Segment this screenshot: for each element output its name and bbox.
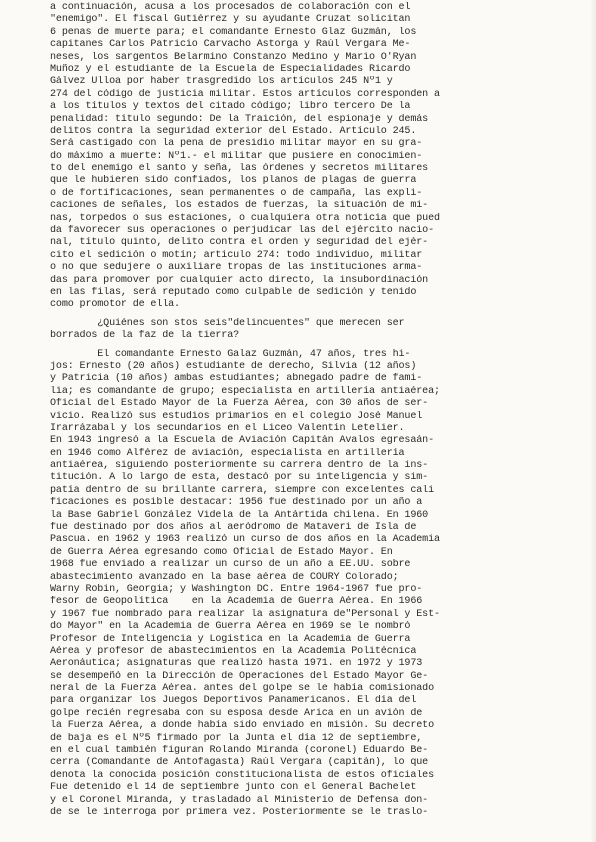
text-line: nal, título quinto, delito contra el orden y seguridad del ejér-	[50, 237, 429, 249]
text-line: El comandante Ernesto Galaz Guzmán, 47 años, tres hi-	[50, 348, 411, 360]
text-line: la Base Gabriel González Videla de la Antártida chilena. En 1960	[50, 509, 429, 521]
text-line: borrados de la faz de la tierra?	[50, 330, 240, 342]
text-line: En 1943 ingresó a la Escuela de Aviación Capitán Avalos egresaán-	[50, 435, 434, 447]
text-line: das para promover por cualquier acto directo, la insubordinación	[50, 274, 429, 286]
text-line: Muñoz y el estudiante de la Escuela de Especialidades Ricardo	[50, 63, 411, 75]
text-line: a continuación, acusa a los procesados de colaboración con el	[50, 2, 411, 13]
text-line: o no que sedujere o auxiliare tropas de las instituciones arma-	[50, 262, 423, 274]
text-line: da favorecer sus operaciones o perjudicar las del ejército nacio-	[50, 225, 434, 237]
text-line: cito el sedición o motín; artículo 274: todo individuo, militar	[50, 249, 423, 261]
text-line: golpe recién regresaba con su esposa desde Arica en un avión de	[50, 707, 423, 719]
text-line: en 1946 como Alférez de aviación, especialista en artillería	[50, 447, 405, 459]
text-line: capitanes Carlos Patricio Carvacho Astorga y Raúl Vergara Me-	[50, 39, 411, 51]
text-line: de Guerra Aérea egresando como Oficial de Estado Mayor. En	[50, 546, 393, 558]
text-line: y el Coronel Miranda, y trasladado al Ministerio de Defensa don-	[50, 794, 429, 806]
text-line: Gálvez Ulloa por haber trasgredido los artículos 245 Nº1 y	[50, 76, 393, 88]
text-line: titución. A lo largo de esta, destacó por su inteligencia y sim-	[50, 472, 429, 484]
text-line: en el cual también figuran Rolando Miranda (coronel) Eduardo Be-	[50, 745, 429, 757]
text-line: de se le interroga por primera vez. Posteriormente se le traslo-	[50, 807, 429, 818]
text-line: penalidad: título segundo: De la Traición, del espionaje y demás	[50, 113, 429, 125]
paragraph-question	[50, 318, 590, 343]
text-line: ¿Quiénes son stos seis"delincuentes" que merecen ser	[50, 317, 405, 329]
text-line: Aeronáutica; asignaturas que realizó hasta 1971. en 1972 y 1973	[50, 658, 423, 670]
text-line: nas, torpedos o sus estaciones, o cualquiera otra noticia que pued	[50, 212, 440, 224]
text-line: 274 del código de justicia militar. Estos artículos corresponden a	[50, 88, 440, 100]
text-line: y Patricia (10 años) ambas estudiantes; abnegado padre de fami-	[50, 373, 423, 385]
text-line: abastecimiento avanzado en la base aérea de COURY Colorado;	[50, 571, 399, 583]
text-line: caciones de señales, los estados de fuerzas, la situación de mi-	[50, 200, 429, 212]
text-line: jos: Ernesto (20 años) estudiante de derecho, Silvia (12 años)	[50, 360, 417, 372]
text-line: en las filas, será reputado como culpable de sedición y tenido	[50, 286, 417, 298]
text-line: Aérea y profesor de abastecimientos en la Academia Politécnica	[50, 645, 417, 657]
text-line: Warny Robin, Georgia; y Washington DC. Entre 1964-1967 fue pro-	[50, 583, 423, 595]
text-line: antiaérea, siguiendo posteriormente su carrera dentro de la ins-	[50, 460, 429, 472]
typewritten-text	[50, 2, 590, 819]
text-line: fesor de Geopolítica en la Academia de Guerra Aérea. En 1966	[50, 596, 423, 608]
page-edge-shadow	[590, 0, 596, 842]
text-line: Oficial del Estado Mayor de la Fuerza Aérea, con 30 años de ser-	[50, 398, 429, 410]
text-line: a los títulos y textos del citado código; libro tercero De la	[50, 101, 411, 113]
text-line: to del enemigo el santo y seña, las órdenes y secretos militares	[50, 163, 429, 175]
text-line: neral de la Fuerza Aérea. antes del golpe se le había comisionado	[50, 683, 434, 695]
text-line: do máximo a muerte: Nº1.- el militar que pusiere en conocimien-	[50, 150, 423, 162]
text-line: vicio. Realizó sus estudios primarios en el colegio José Manuel	[50, 410, 423, 422]
paragraph-galaz-biography	[50, 349, 590, 820]
text-line: ficaciones es posible destacar: 1956 fue destinado por un año a	[50, 497, 423, 509]
text-line: denota la conocida posición constitucionalista de estos oficiales	[50, 769, 434, 781]
text-line: se desempeñó en la Dirección de Operaciones del Estado Mayor Ge-	[50, 670, 429, 682]
text-line: y 1967 fue nombrado para realizar la asignatura de"Personal y Est-	[50, 608, 440, 620]
text-line: Fue detenido el 14 de septiembre junto con el General Bachelet	[50, 782, 417, 794]
text-line: de baja es el Nº5 firmado por la Junta el día 12 de septiembre,	[50, 732, 423, 744]
paragraph-charges	[50, 2, 590, 312]
text-line: que le hubieren sido confiados, los planos de plagas de guerra	[50, 175, 417, 187]
text-line: cerra (Comandante de Antofagasta) Raúl Vergara (capitán), lo que	[50, 757, 429, 769]
text-line: o de fortificaciones, sean permanentes o de campaña, las expli-	[50, 187, 423, 199]
text-line: neses, los sargentos Belarmino Constanzo Medino y Mario O'Ryan	[50, 51, 417, 63]
text-line: delitos contra la seguridad exterior del Estado. Artículo 245.	[50, 125, 417, 137]
text-line: para organizar los Juegos Deportivos Panamericanos. El día del	[50, 695, 417, 707]
text-line: fue destinado por dos años al aeródromo de Mataveri de Isla de	[50, 522, 417, 534]
text-line: 6 penas de muerte para; el comandante Ernesto Glaz Guzmán, los	[50, 26, 417, 38]
text-line: la Fuerza Aérea, a donde había sido enviado en misión. Su decreto	[50, 720, 434, 732]
text-line: "enemigo". El fiscal Gutiérrez y su ayudante Cruzat solicitan	[50, 14, 411, 26]
text-line: do Mayor" en la Academia de Guerra Aérea en 1969 se le nombró	[50, 621, 411, 633]
text-line: Irarrázabal y los secundarios en el Liceo Valentín Letelier.	[50, 422, 405, 434]
text-line: 1968 fue enviado a realizar un curso de un año a EE.UU. sobre	[50, 559, 411, 571]
text-line: como promotor de ella.	[50, 299, 180, 311]
text-line: Pascua. en 1962 y 1963 realizó un curso de dos años en la Academia	[50, 534, 440, 546]
text-line: Profesor de Inteligencia y Logística en la Academia de Guerra	[50, 633, 411, 645]
text-line: Será castigado con la pena de presidio militar mayor en su gra-	[50, 138, 423, 150]
text-line: patía dentro de su brillante carrera, siempre con excelentes cali	[50, 484, 434, 496]
text-line: lia; es comandante de grupo; especialista en artillería antiaérea;	[50, 385, 440, 397]
